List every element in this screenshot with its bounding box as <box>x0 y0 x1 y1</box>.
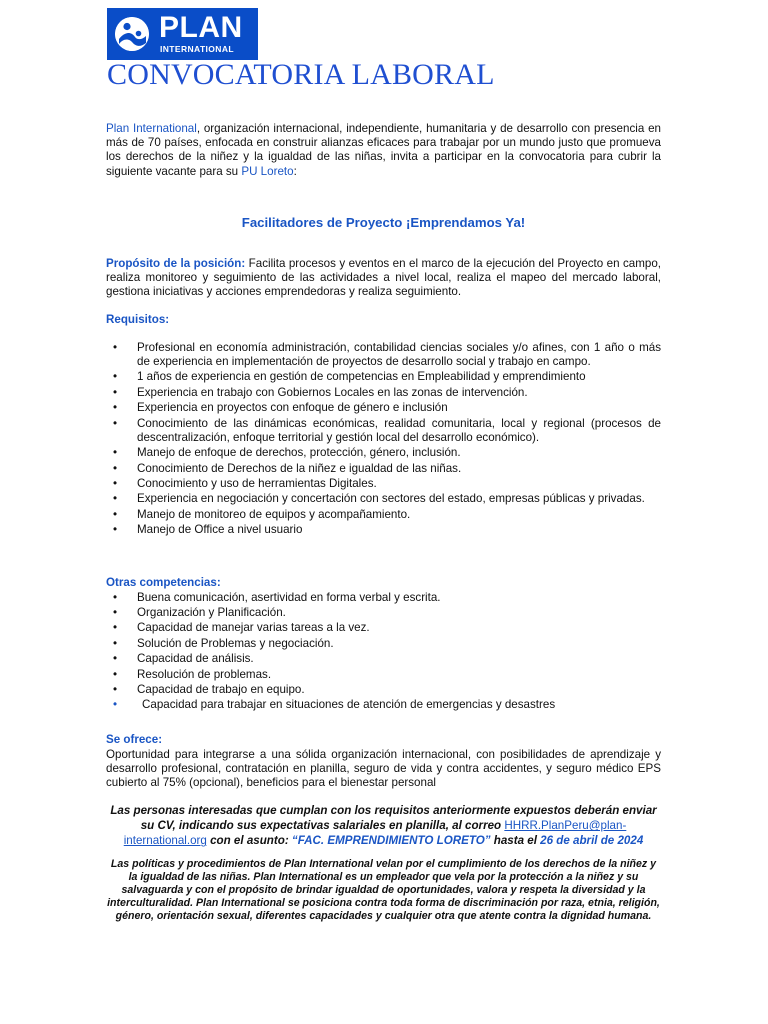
list-item: • Solución de Problemas y negociación. <box>106 637 661 651</box>
unit-name: PU Loreto <box>241 164 294 178</box>
plan-figure-icon <box>115 17 149 51</box>
list-item: • Manejo de enfoque de derechos, protección, género, inclusión. <box>106 446 661 460</box>
offer-paragraph: Oportunidad para integrarse a una sólida organización internacional, con posibilidades de aprendizaje y desarrollo profesional, contratación en planilla, seguro de vida y contra accidentes, y seguro médico EPS cubierto al 75% (opcional), beneficios para el bienestar personal <box>106 747 661 790</box>
list-item: • Capacidad de análisis. <box>106 652 661 666</box>
org-name: Plan International <box>106 122 197 135</box>
offer-heading: Se ofrece: <box>106 733 163 747</box>
logo-wordmark: PLAN <box>159 11 243 44</box>
list-item: • Profesional en economía administración, contabilidad ciencias sociales y/o afines, con 1 año o más de experiencia en implementación de proyectos de desarrollo social y trabajo en campo. <box>106 341 661 369</box>
requirements-list <box>106 341 661 538</box>
intro-paragraph <box>106 122 661 179</box>
list-item: • Buena comunicación, asertividad en forma verbal y escrita. <box>106 591 661 605</box>
list-item: • Organización y Planificación. <box>106 606 661 620</box>
application-instructions <box>106 803 661 848</box>
list-item: • Resolución de problemas. <box>106 668 661 682</box>
competencies-list <box>106 591 661 713</box>
policy-statement: Las políticas y procedimientos de Plan International velan por el cumplimiento de los derechos de la niñez y la igualdad de las niñas. Plan International es un empleador que vela por la protección a la niñez y su salvaguarda y con el propósito de brindar igualdad de oportunidades, valora y respeta la diversidad y la interculturalidad. Plan International se posiciona contra toda forma de discriminación por raza, etnia, religión, género, orientación sexual, diferentes capacidades y cualquier otra que atente contra la dignidad humana. <box>107 858 660 923</box>
purpose-paragraph <box>106 257 661 300</box>
competencies-heading: Otras competencias: <box>106 576 221 590</box>
job-title: Facilitadores de Proyecto ¡Emprendamos Ya! <box>241 214 526 230</box>
list-item: • Conocimiento y uso de herramientas Digitales. <box>106 477 661 491</box>
list-item: • 1 años de experiencia en gestión de competencias en Empleabilidad y emprendimiento <box>106 370 661 384</box>
requirements-heading: Requisitos: <box>106 312 170 326</box>
logo-subtitle: INTERNATIONAL <box>160 44 234 54</box>
list-item: • Manejo de monitoreo de equipos y acompañamiento. <box>106 508 661 522</box>
list-item: • Experiencia en proyectos con enfoque de género e inclusión <box>106 401 661 415</box>
list-item: • Experiencia en negociación y concertación con sectores del estado, empresas públicas y privadas. <box>106 492 661 506</box>
application-text-2: con el asunto: <box>206 834 292 848</box>
intro-text: , organización internacional, independiente, humanitaria y de desarrollo con presencia en más de 70 países, enfocada en construir alianzas eficaces para trabajar por un mundo justo que promueva los derechos de la niñez y la igualdad de las niñas, invita a participar en la convocatoria para cubrir la siguiente vacante para su <box>106 122 661 178</box>
intro-end: : <box>293 164 297 178</box>
list-item: • Manejo de Office a nivel usuario <box>106 523 661 537</box>
application-text-1: Las personas interesadas que cumplan con los requisitos anteriormente expuestos deberán enviar su CV, indicando sus expectativas salariales en planilla, al correo <box>110 804 657 833</box>
list-item: • Conocimiento de las dinámicas económicas, realidad comunitaria, local y regional (procesos de descentralización, enfoque territorial y gestión local del desarrollo económico). <box>106 417 661 445</box>
list-item: • Experiencia en trabajo con Gobiernos Locales en las zonas de intervención. <box>106 386 661 400</box>
application-text-3: hasta el <box>490 834 541 848</box>
application-deadline: 26 de abril de 2024 <box>540 834 644 848</box>
application-subject: “FAC. EMPRENDIMIENTO LORETO” <box>291 834 491 848</box>
list-item: • Capacidad de trabajo en equipo. <box>106 683 661 697</box>
plan-international-logo <box>107 8 258 60</box>
list-item: • Conocimiento de Derechos de la niñez e igualdad de las niñas. <box>106 462 661 476</box>
list-item: • Capacidad de manejar varias tareas a la vez. <box>106 621 661 635</box>
document-body <box>106 122 661 923</box>
purpose-text: Facilita procesos y eventos en el marco de la ejecución del Proyecto en campo, realiza monitoreo y seguimiento de las actividades a nivel local, realiza el mapeo del mercado laboral, gestiona iniciativas y acciones emprendedoras y realiza seguimiento. <box>106 257 661 299</box>
email-link[interactable]: HHRR.PlanPeru@plan-international.org <box>123 819 627 848</box>
page-title: CONVOCATORIA LABORAL <box>107 58 495 91</box>
purpose-label: Propósito de la posición: <box>106 257 246 271</box>
list-item: • Capacidad para trabajar en situaciones de atención de emergencias y desastres <box>106 698 661 712</box>
